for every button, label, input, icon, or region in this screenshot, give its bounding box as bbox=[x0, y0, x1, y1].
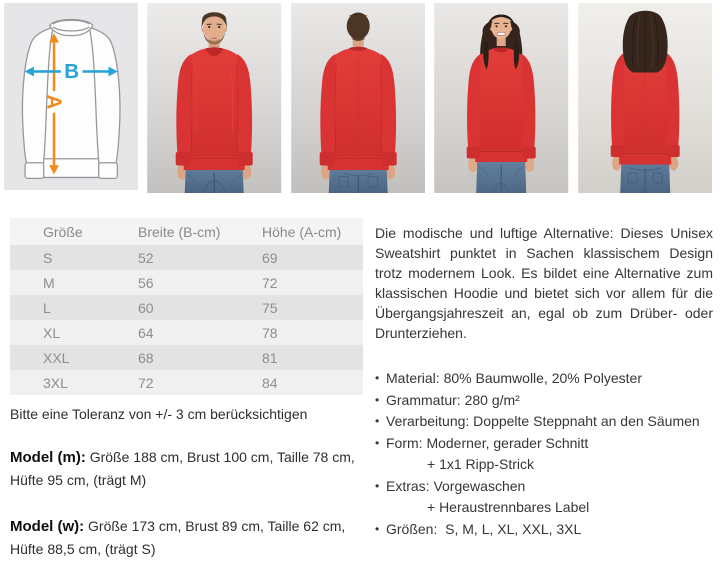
col-header-breite: Breite (B-cm) bbox=[105, 218, 229, 245]
col-header-hoehe: Höhe (A-cm) bbox=[229, 218, 363, 245]
table-row: L 60 75 bbox=[10, 295, 363, 320]
product-info bbox=[10, 218, 713, 560]
bullet-dot: • bbox=[375, 414, 380, 428]
model-m-text: Größe 188 cm, Brust 100 cm, Taille 78 cm, Hüfte 95 cm, (trägt M) bbox=[10, 449, 355, 488]
table-row: S 52 69 bbox=[10, 245, 363, 270]
model-w-text: Größe 173 cm, Brust 89 cm, Taille 62 cm, Hüfte 88,5 cm, (trägt S) bbox=[10, 518, 346, 557]
bullet-dot: • bbox=[375, 371, 380, 385]
detail-item: • Material: 80% Baumwolle, 20% Polyester bbox=[375, 368, 713, 390]
table-row: M 56 72 bbox=[10, 270, 363, 295]
bullet-dot: • bbox=[375, 478, 380, 493]
bullet-dot: • bbox=[375, 521, 380, 536]
size-info-column bbox=[10, 218, 363, 560]
table-row: XXL 68 81 bbox=[10, 345, 363, 370]
details-list bbox=[375, 368, 713, 540]
detail-subitem: + Heraustrennbares Label bbox=[427, 499, 590, 515]
model-m-info bbox=[10, 446, 363, 491]
bullet-dot: • bbox=[375, 435, 380, 450]
product-description: Die modische und luftige Alternative: Dieses Unisex Sweatshirt punktet in Sachen klassischem Design trotz modernem Look. Es bildet eine Alternative zum klassischen Hoodie und bietet sich vor allem für die Übergangsjahreszeit an, egal ob zum Drüber- oder Drunterziehen. bbox=[375, 225, 713, 341]
photo-male-back bbox=[291, 3, 425, 193]
size-table-body bbox=[10, 245, 363, 395]
sweatshirt bbox=[176, 47, 253, 170]
photo-male-front bbox=[147, 3, 281, 193]
bullet-dot: • bbox=[375, 392, 380, 407]
size-diagram-panel bbox=[4, 3, 138, 190]
table-row: XL 64 78 bbox=[10, 320, 363, 345]
male-back-photo-icon bbox=[291, 3, 425, 193]
description-column bbox=[375, 218, 713, 560]
product-image-strip bbox=[4, 3, 712, 193]
model-m-label: Model (m): bbox=[10, 449, 86, 466]
male-front-photo-icon bbox=[147, 3, 281, 193]
width-label: B bbox=[64, 59, 80, 83]
detail-item: • Form: Moderner, gerader Schnitt bbox=[375, 433, 713, 455]
female-back-photo-icon bbox=[578, 3, 712, 193]
height-label: A bbox=[42, 94, 66, 110]
photo-female-back bbox=[578, 3, 712, 193]
female-front-photo-icon bbox=[434, 3, 568, 193]
size-table-header-row bbox=[10, 218, 363, 245]
sweatshirt bbox=[320, 47, 397, 170]
detail-item: • Extras: Vorgewaschen bbox=[375, 476, 713, 498]
model-w-label: Model (w): bbox=[10, 518, 85, 535]
sweatshirt-outline-icon bbox=[22, 19, 119, 178]
detail-subitem: + 1x1 Ripp-Strick bbox=[427, 456, 534, 472]
model-w-info bbox=[10, 515, 363, 560]
detail-item: • Grammatur: 280 g/m² bbox=[375, 390, 713, 412]
size-diagram-icon bbox=[4, 3, 138, 190]
tolerance-note: Bitte eine Toleranz von +/- 3 cm berücksichtigen bbox=[10, 406, 308, 422]
table-row: 3XL 72 84 bbox=[10, 370, 363, 395]
detail-item: • Größen: S, M, L, XL, XXL, 3XL bbox=[375, 519, 713, 541]
detail-item: • Verarbeitung: Doppelte Steppnaht an den Säumen bbox=[375, 411, 713, 433]
size-table bbox=[10, 218, 363, 395]
col-header-groesse: Größe bbox=[10, 218, 105, 245]
sweatshirt bbox=[467, 47, 536, 162]
photo-female-front bbox=[434, 3, 568, 193]
